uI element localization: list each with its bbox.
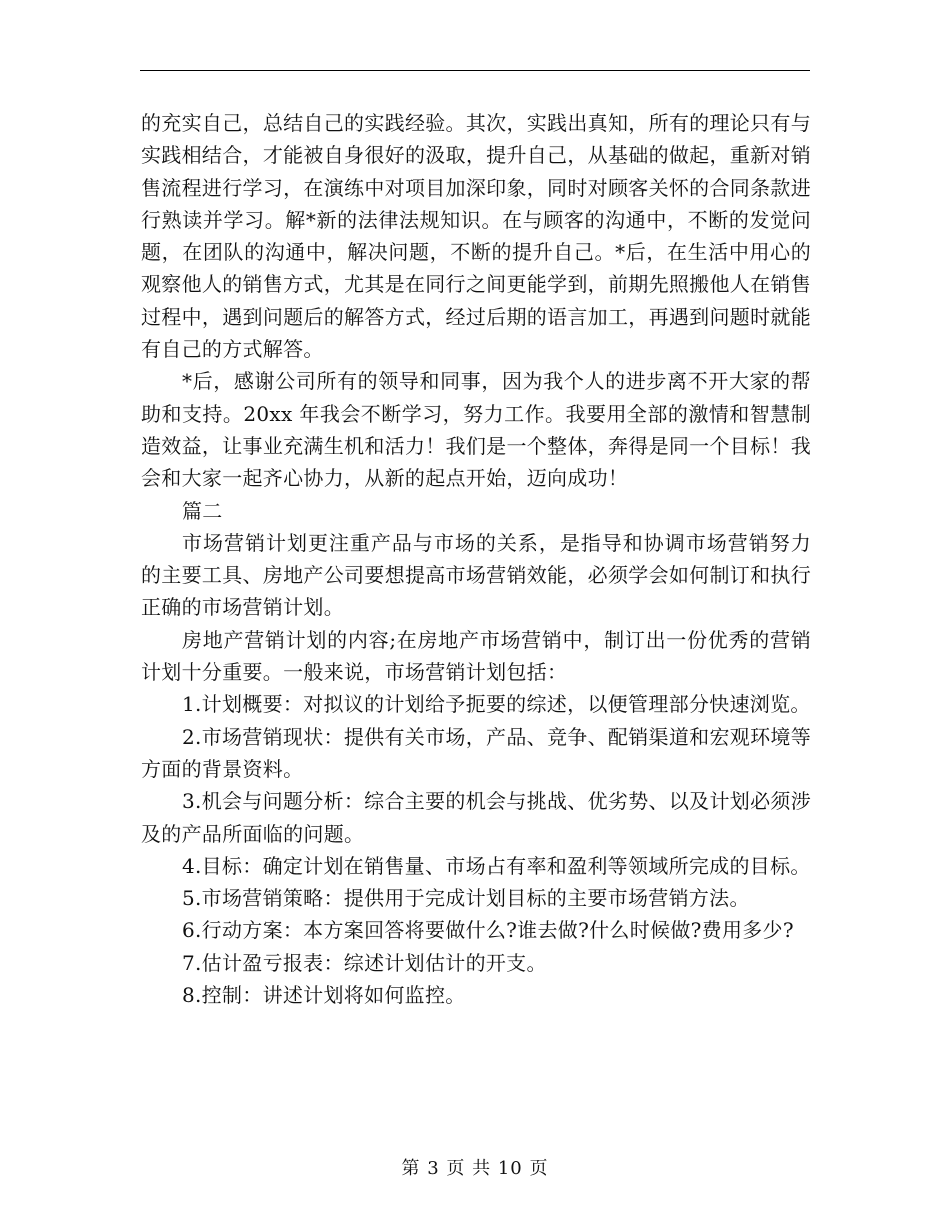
list-item: 8.控制：讲述计划将如何监控。: [182, 983, 466, 1008]
page-footer: [0, 1154, 950, 1180]
document-body: [141, 107, 811, 1011]
page-number: 第 3 页 共 10 页: [401, 1158, 549, 1179]
list-item: 4.目标：确定计划在销售量、市场占有率和盈利等领域所完成的目标。: [182, 853, 811, 878]
list-item: 1.计划概要：对拟议的计划给予扼要的综述，以便管理部分快速浏览。: [182, 692, 811, 717]
paragraph-thanks: *后，感谢公司所有的领导和同事，因为我个人的进步离不开大家的帮助和支持。20xx 年我会不断学习，努力工作。我要用全部的激情和智慧制造效益，让事业充满生机和活力！我们是一个整体，奔得是同一个目标！我会和大家一起齐心协力，从新的起点开始，迈向成功！: [141, 369, 811, 491]
header-rule: [140, 70, 810, 71]
paragraph-continuation: 的充实自己，总结自己的实践经验。其次，实践出真知，所有的理论只有与实践相结合，才能被自身很好的汲取，提升自己，从基础的做起，重新对销售流程进行学习，在演练中对项目加深印象，同时对顾客关怀的合同条款进行熟读并学习。解*新的法律法规知识。在与顾客的沟通中，不断的发觉问题，在团队的沟通中，解决问题，不断的提升自己。*后，在生活中用心的观察他人的销售方式，尤其是在同行之间更能学到，前期先照搬他人在销售过程中，遇到问题后的解答方式，经过后期的语言加工，再遇到问题时就能有自己的方式解答。: [141, 111, 811, 362]
list-item: 5.市场营销策略：提供用于完成计划目标的主要市场营销方法。: [182, 886, 750, 911]
list-item: 2.市场营销现状：提供有关市场，产品、竞争、配销渠道和宏观环境等方面的背景资料。: [141, 724, 811, 781]
section-heading: 篇二: [182, 498, 223, 523]
paragraph-intro: 市场营销计划更注重产品与市场的关系，是指导和协调市场营销努力的主要工具、房地产公司要想提高市场营销效能，必须学会如何制订和执行正确的市场营销计划。: [141, 530, 811, 620]
list-item: 3.机会与问题分析：综合主要的机会与挑战、优劣势、以及计划必须涉及的产品所面临的问题。: [141, 789, 811, 846]
paragraph-content-overview: 房地产营销计划的内容;在房地产市场营销中，制订出一份优秀的营销计划十分重要。一般来说，市场营销计划包括：: [141, 627, 811, 685]
list-item: 6.行动方案：本方案回答将要做什么?谁去做?什么时候做?费用多少?: [182, 918, 794, 943]
list-item: 7.估计盈亏报表：综述计划估计的开支。: [182, 950, 547, 975]
